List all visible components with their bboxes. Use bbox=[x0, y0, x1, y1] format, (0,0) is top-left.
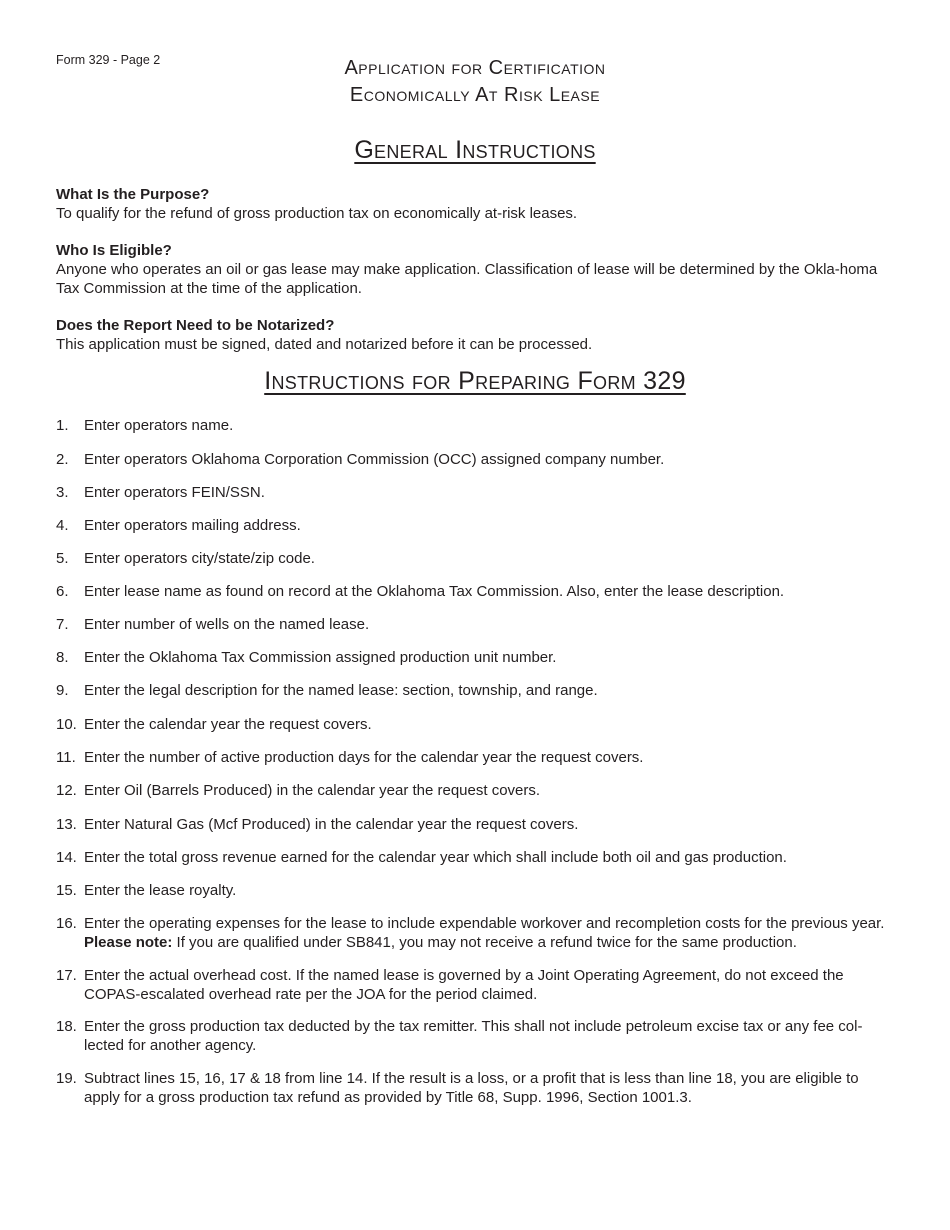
step-text bbox=[84, 516, 896, 535]
notarized-answer: This application must be signed, dated and notarized before it can be processed. bbox=[56, 336, 593, 353]
step-body: Enter the legal description for the named lease: section, township, and range. bbox=[84, 682, 598, 699]
form-page-label: Form 329 - Page 2 bbox=[56, 53, 161, 67]
step-body: Enter operators Oklahoma Corporation Commission (OCC) assigned company number. bbox=[84, 451, 665, 468]
step-number: 9. bbox=[56, 682, 69, 699]
instruction-step bbox=[56, 966, 896, 1004]
step-text bbox=[84, 582, 896, 601]
step-number: 17. bbox=[56, 967, 77, 984]
step-number: 1. bbox=[56, 417, 69, 434]
step-text bbox=[84, 648, 896, 667]
step-body: Enter the gross production tax deducted by the tax remitter. This shall not include petroleum excise tax or any fee col-lected for another agency. bbox=[84, 1018, 863, 1054]
instruction-step bbox=[56, 681, 896, 700]
instruction-step bbox=[56, 848, 896, 867]
instruction-step bbox=[56, 715, 896, 734]
step-text bbox=[84, 1017, 896, 1055]
step-number: 19. bbox=[56, 1070, 77, 1087]
step-text bbox=[84, 848, 896, 867]
step-text bbox=[84, 966, 896, 1004]
step-text bbox=[84, 450, 896, 469]
instruction-step bbox=[56, 1069, 896, 1107]
note-text: If you are qualified under SB841, you may not receive a refund twice for the same production. bbox=[172, 934, 797, 951]
step-body: Enter the number of active production days for the calendar year the request covers. bbox=[84, 749, 644, 766]
step-number: 18. bbox=[56, 1018, 77, 1035]
step-number: 13. bbox=[56, 816, 77, 833]
purpose-answer: To qualify for the refund of gross production tax on economically at-risk leases. bbox=[56, 205, 578, 222]
instruction-step bbox=[56, 648, 896, 667]
preparing-instructions-heading: Instructions for Preparing Form 329 bbox=[264, 367, 686, 395]
instruction-step bbox=[56, 450, 896, 469]
step-text bbox=[84, 615, 896, 634]
step-body: Subtract lines 15, 16, 17 & 18 from line 14. If the result is a loss, or a profit that is less than line 18, you are eligible to apply for a gross production tax refund as provided by Title 68, Supp. 1996, Section 1001.3. bbox=[84, 1070, 859, 1106]
notarized-question: Does the Report Need to be Notarized? bbox=[56, 317, 335, 334]
instruction-step bbox=[56, 1017, 896, 1055]
step-text bbox=[84, 715, 896, 734]
notarized-section bbox=[56, 316, 896, 354]
step-body: Enter the calendar year the request covers. bbox=[84, 716, 372, 733]
eligibility-section bbox=[56, 241, 896, 298]
instruction-step bbox=[56, 483, 896, 502]
purpose-question: What Is the Purpose? bbox=[56, 186, 210, 203]
step-body: Enter lease name as found on record at the Oklahoma Tax Commission. Also, enter the lease description. bbox=[84, 583, 785, 600]
instruction-step bbox=[56, 781, 896, 800]
step-body: Enter the lease royalty. bbox=[84, 882, 237, 899]
step-number: 8. bbox=[56, 649, 69, 666]
step-body: Enter the actual overhead cost. If the named lease is governed by a Joint Operating Agreement, do not exceed the COPAS-escalated overhead rate per the JOA for the period claimed. bbox=[84, 967, 844, 1003]
step-text bbox=[84, 483, 896, 502]
instruction-step bbox=[56, 582, 896, 601]
step-body: Enter operators FEIN/SSN. bbox=[84, 484, 265, 501]
step-body: Enter the total gross revenue earned for the calendar year which shall include both oil and gas production. bbox=[84, 849, 787, 866]
step-body: Enter the Oklahoma Tax Commission assigned production unit number. bbox=[84, 649, 557, 666]
eligibility-question: Who Is Eligible? bbox=[56, 242, 172, 259]
step-body: Enter operators city/state/zip code. bbox=[84, 550, 315, 567]
step-body: Enter operators mailing address. bbox=[84, 517, 301, 534]
step-text bbox=[84, 781, 896, 800]
instruction-step bbox=[56, 516, 896, 535]
instruction-steps-list bbox=[56, 416, 896, 1107]
step-body: Enter Oil (Barrels Produced) in the calendar year the request covers. bbox=[84, 782, 541, 799]
step-text bbox=[84, 881, 896, 900]
step-text bbox=[84, 681, 896, 700]
step-body: Enter Natural Gas (Mcf Produced) in the calendar year the request covers. bbox=[84, 816, 579, 833]
step-number: 15. bbox=[56, 882, 77, 899]
step-text bbox=[84, 416, 896, 435]
title-line-2: Economically At Risk Lease bbox=[349, 84, 601, 106]
general-instructions-heading: General Instructions bbox=[354, 136, 596, 164]
step-number: 7. bbox=[56, 616, 69, 633]
step-body: Enter operators name. bbox=[84, 417, 234, 434]
instruction-step bbox=[56, 815, 896, 834]
step-number: 16. bbox=[56, 915, 77, 932]
step-number: 3. bbox=[56, 484, 69, 501]
step-number: 4. bbox=[56, 517, 69, 534]
step-number: 14. bbox=[56, 849, 77, 866]
step-text bbox=[84, 815, 896, 834]
instruction-step bbox=[56, 549, 896, 568]
eligibility-answer: Anyone who operates an oil or gas lease may make application. Classification of lease will be determined by the Okla-homa Tax Commission at the time of the application. bbox=[56, 261, 878, 297]
instruction-step bbox=[56, 748, 896, 767]
step-body: Enter the operating expenses for the lease to include expendable workover and recompletion costs for the previous year. bbox=[84, 915, 885, 932]
step-text bbox=[84, 1069, 896, 1107]
title-line-1: Application for Certification bbox=[344, 57, 606, 79]
note-label: Please note: bbox=[84, 934, 173, 951]
step-body: Enter number of wells on the named lease. bbox=[84, 616, 370, 633]
purpose-section bbox=[56, 185, 896, 223]
form-title bbox=[0, 55, 950, 109]
instruction-step bbox=[56, 914, 896, 952]
step-number: 11. bbox=[56, 749, 76, 766]
step-number: 2. bbox=[56, 451, 69, 468]
instruction-step bbox=[56, 615, 896, 634]
step-number: 6. bbox=[56, 583, 69, 600]
instruction-step bbox=[56, 881, 896, 900]
step-text bbox=[84, 549, 896, 568]
step-number: 12. bbox=[56, 782, 77, 799]
step-text bbox=[84, 914, 896, 952]
step-number: 5. bbox=[56, 550, 69, 567]
step-text bbox=[84, 748, 896, 767]
instruction-step bbox=[56, 416, 896, 435]
step-number: 10. bbox=[56, 716, 77, 733]
